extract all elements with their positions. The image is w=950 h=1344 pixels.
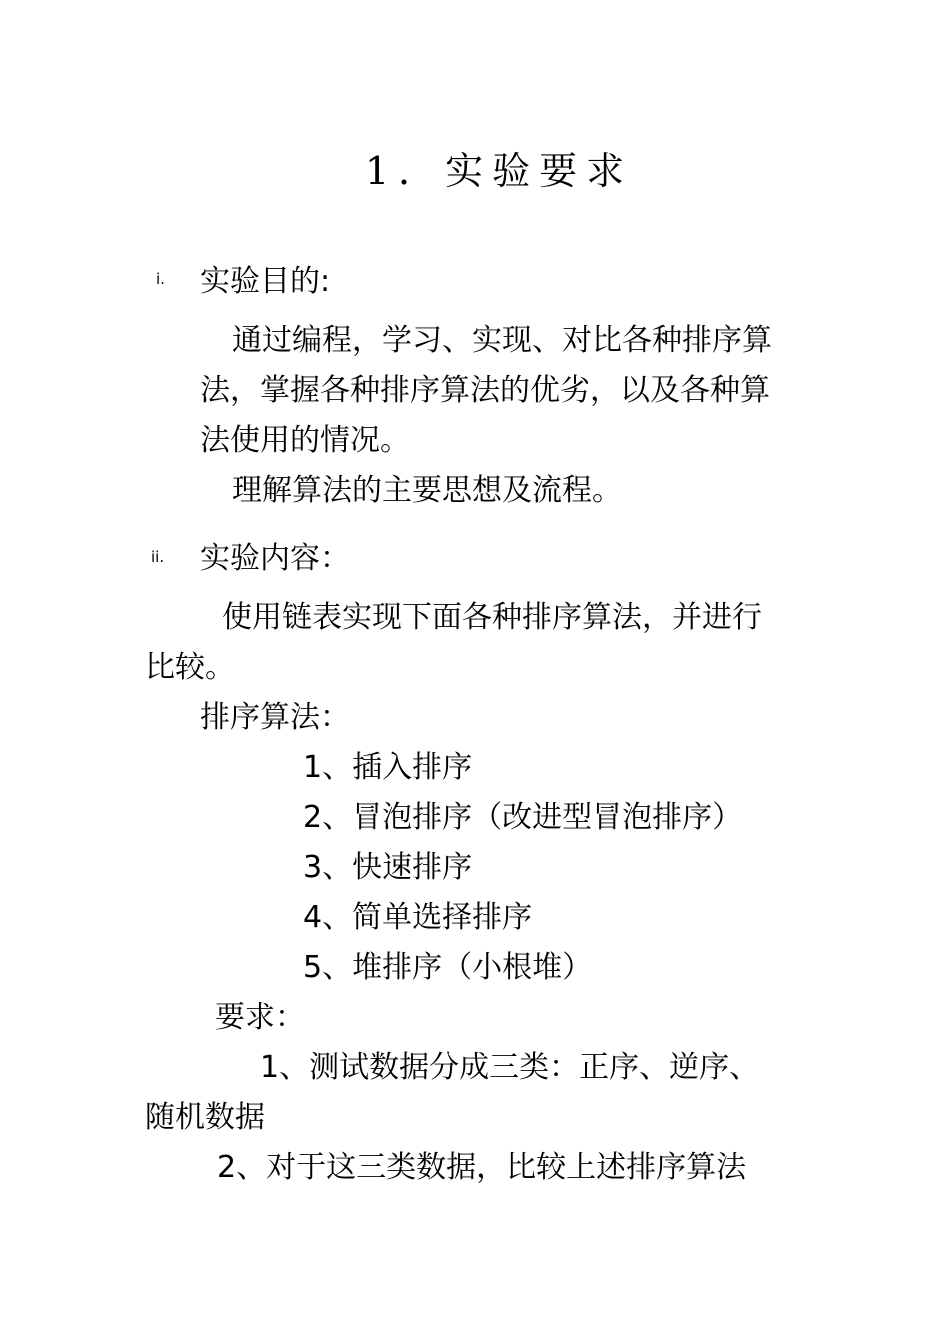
page-title: 1．实验要求: [365, 149, 634, 193]
requirement-line-1: 1、测试数据分成三类：正序、逆序、: [260, 1050, 760, 1085]
section-marker-i: i.: [156, 270, 165, 288]
content-line-2: 比较。: [145, 650, 235, 685]
requirements-label: 要求：: [215, 1000, 305, 1035]
content-line-1: 使用链表实现下面各种排序算法，并进行: [222, 600, 762, 635]
list-item: 5、堆排序（小根堆）: [303, 950, 593, 985]
purpose-line-3: 法使用的情况。: [200, 423, 410, 458]
list-item: 3、快速排序: [303, 850, 473, 885]
purpose-line-2: 法，掌握各种排序算法的优劣，以及各种算: [200, 373, 770, 408]
purpose-line-1: 通过编程，学习、实现、对比各种排序算: [232, 323, 772, 358]
list-item: 4、简单选择排序: [303, 900, 533, 935]
list-item: 2、冒泡排序（改进型冒泡排序）: [303, 800, 743, 835]
requirement-line-2: 随机数据: [145, 1100, 265, 1135]
section-marker-ii: ii.: [151, 548, 165, 566]
requirement-line-3: 2、对于这三类数据，比较上述排序算法: [217, 1150, 747, 1185]
section-heading-purpose: 实验目的:: [200, 264, 331, 299]
purpose-line-4: 理解算法的主要思想及流程。: [232, 473, 622, 508]
section-heading-content: 实验内容：: [200, 541, 350, 576]
list-item: 1、插入排序: [303, 750, 473, 785]
algorithms-label: 排序算法：: [200, 700, 350, 735]
